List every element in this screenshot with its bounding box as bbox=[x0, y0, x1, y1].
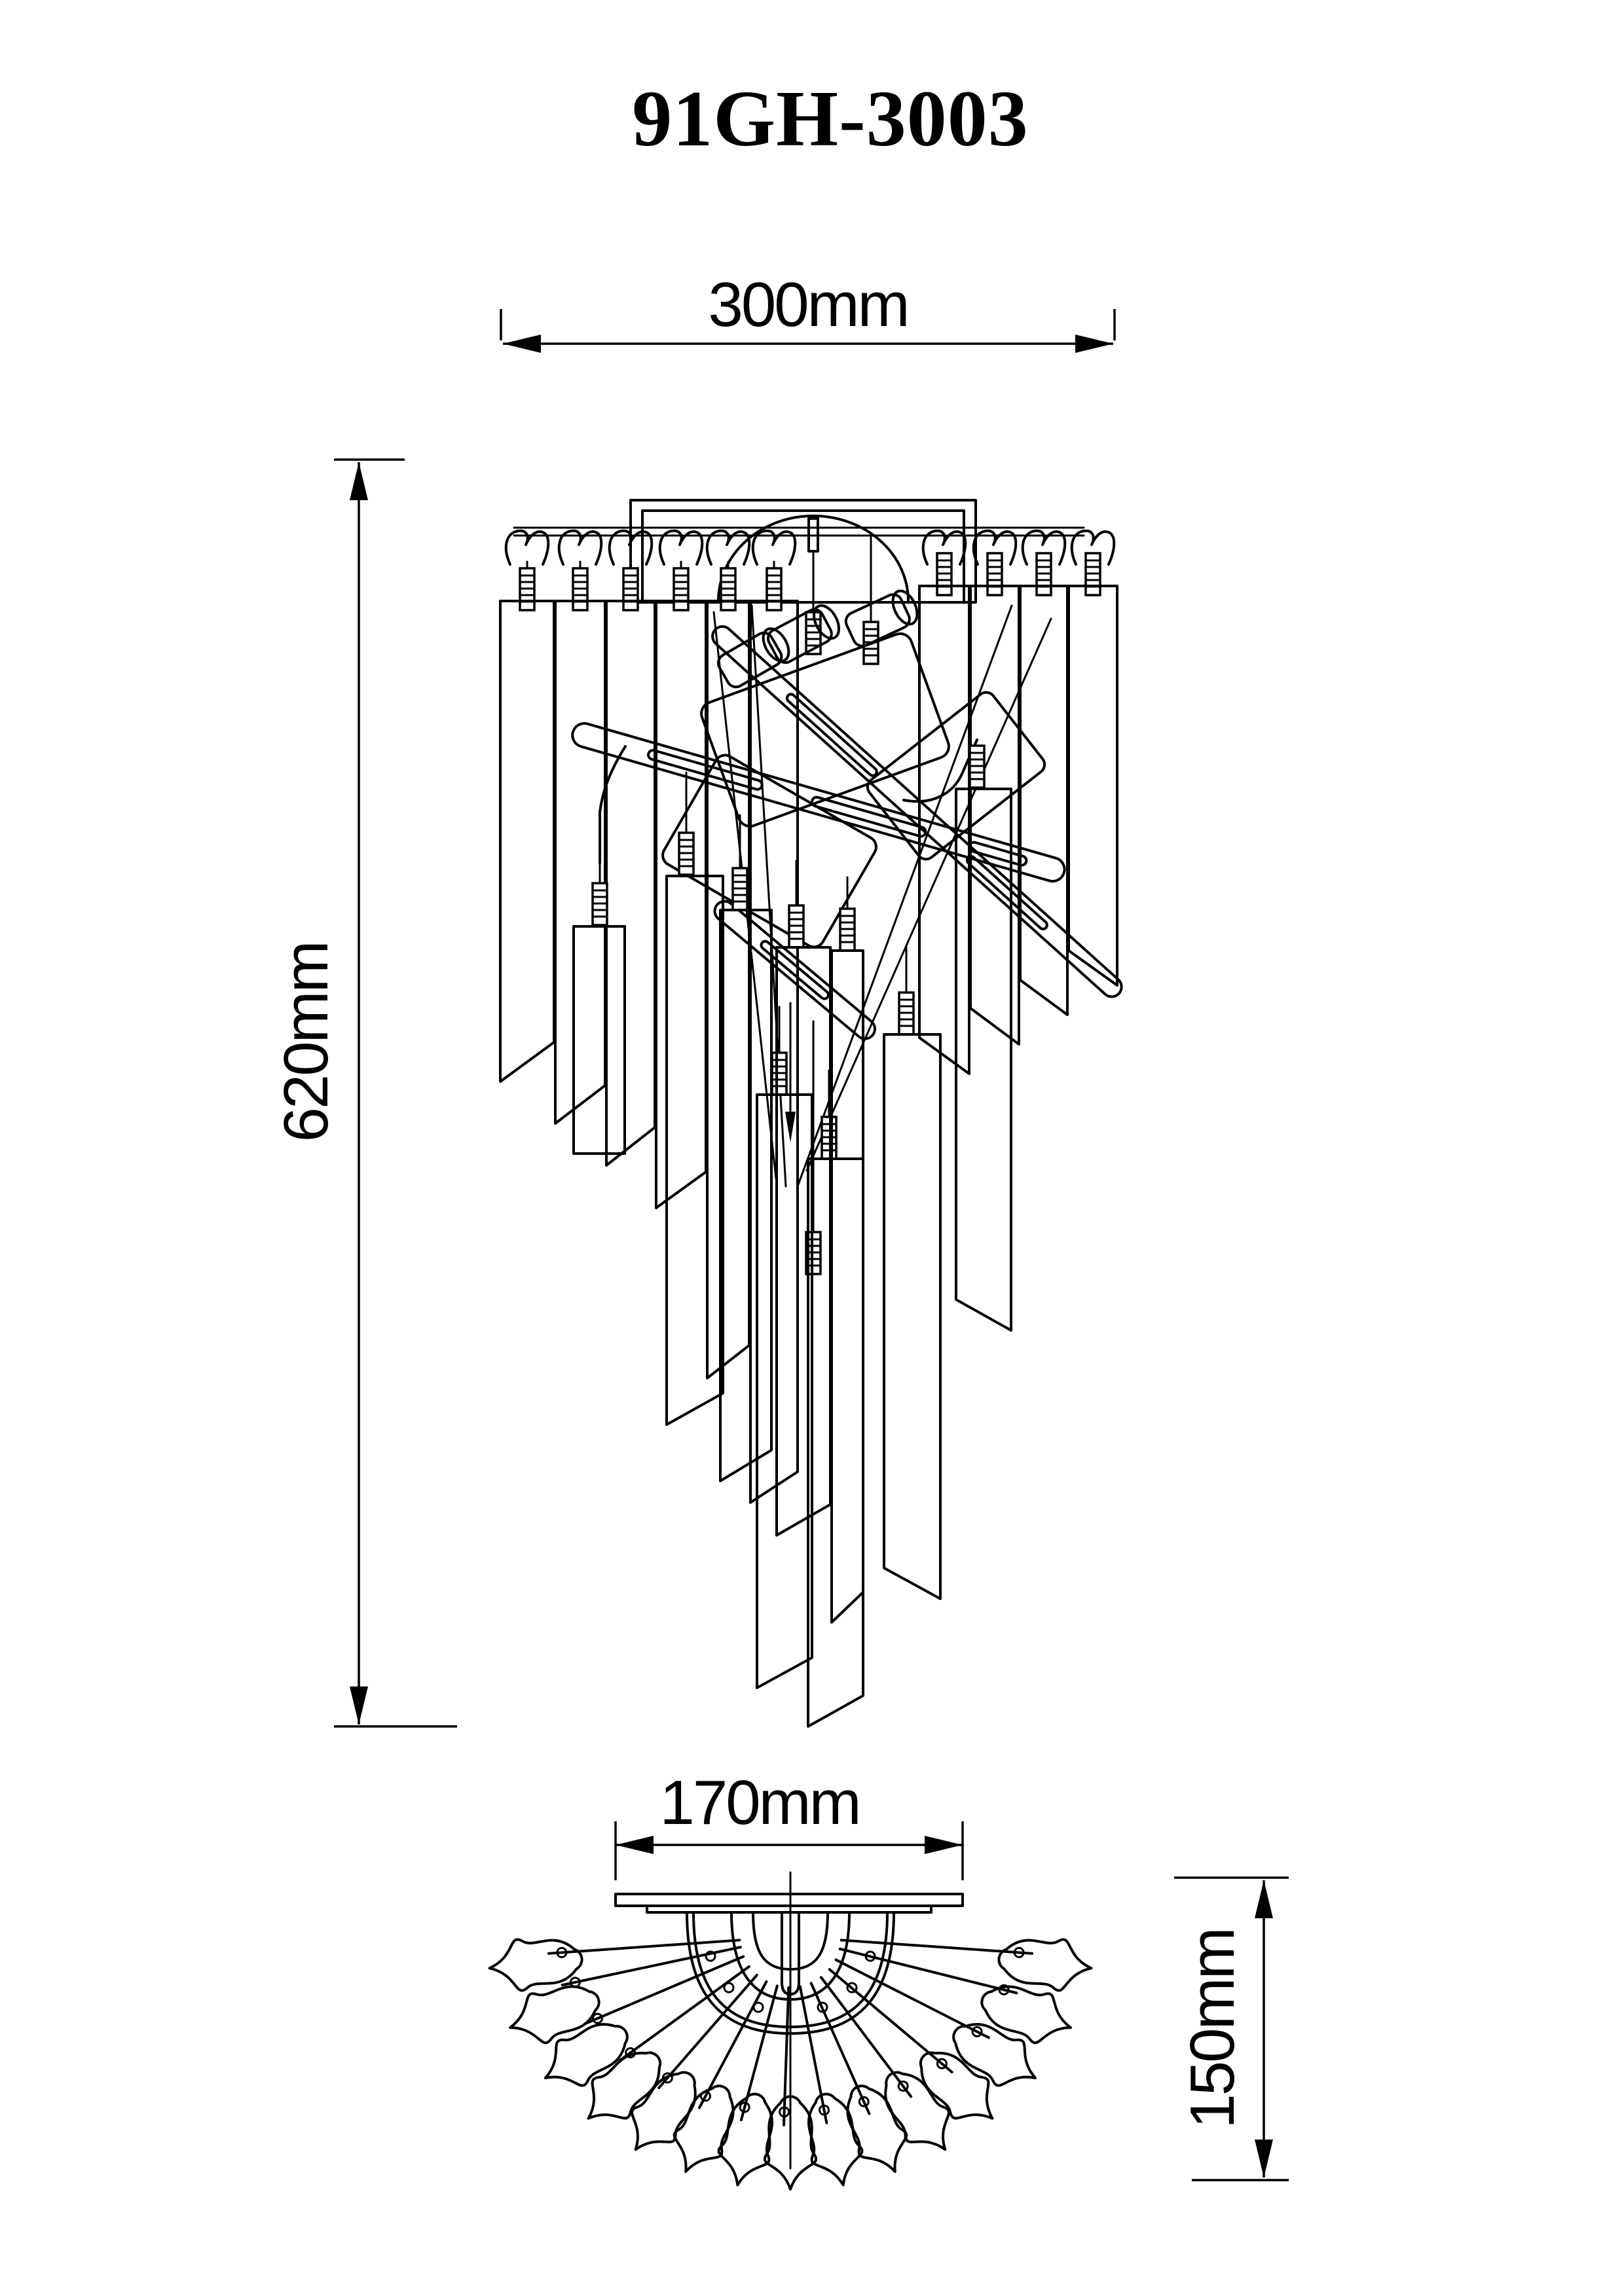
bottom-height-label: 150mm bbox=[1177, 1929, 1247, 2129]
front-width-label: 300mm bbox=[708, 270, 908, 340]
page-title: 91GH-3003 bbox=[632, 75, 1029, 163]
bottom-width-label: 170mm bbox=[659, 1768, 860, 1838]
front-height-label: 620mm bbox=[271, 942, 341, 1142]
